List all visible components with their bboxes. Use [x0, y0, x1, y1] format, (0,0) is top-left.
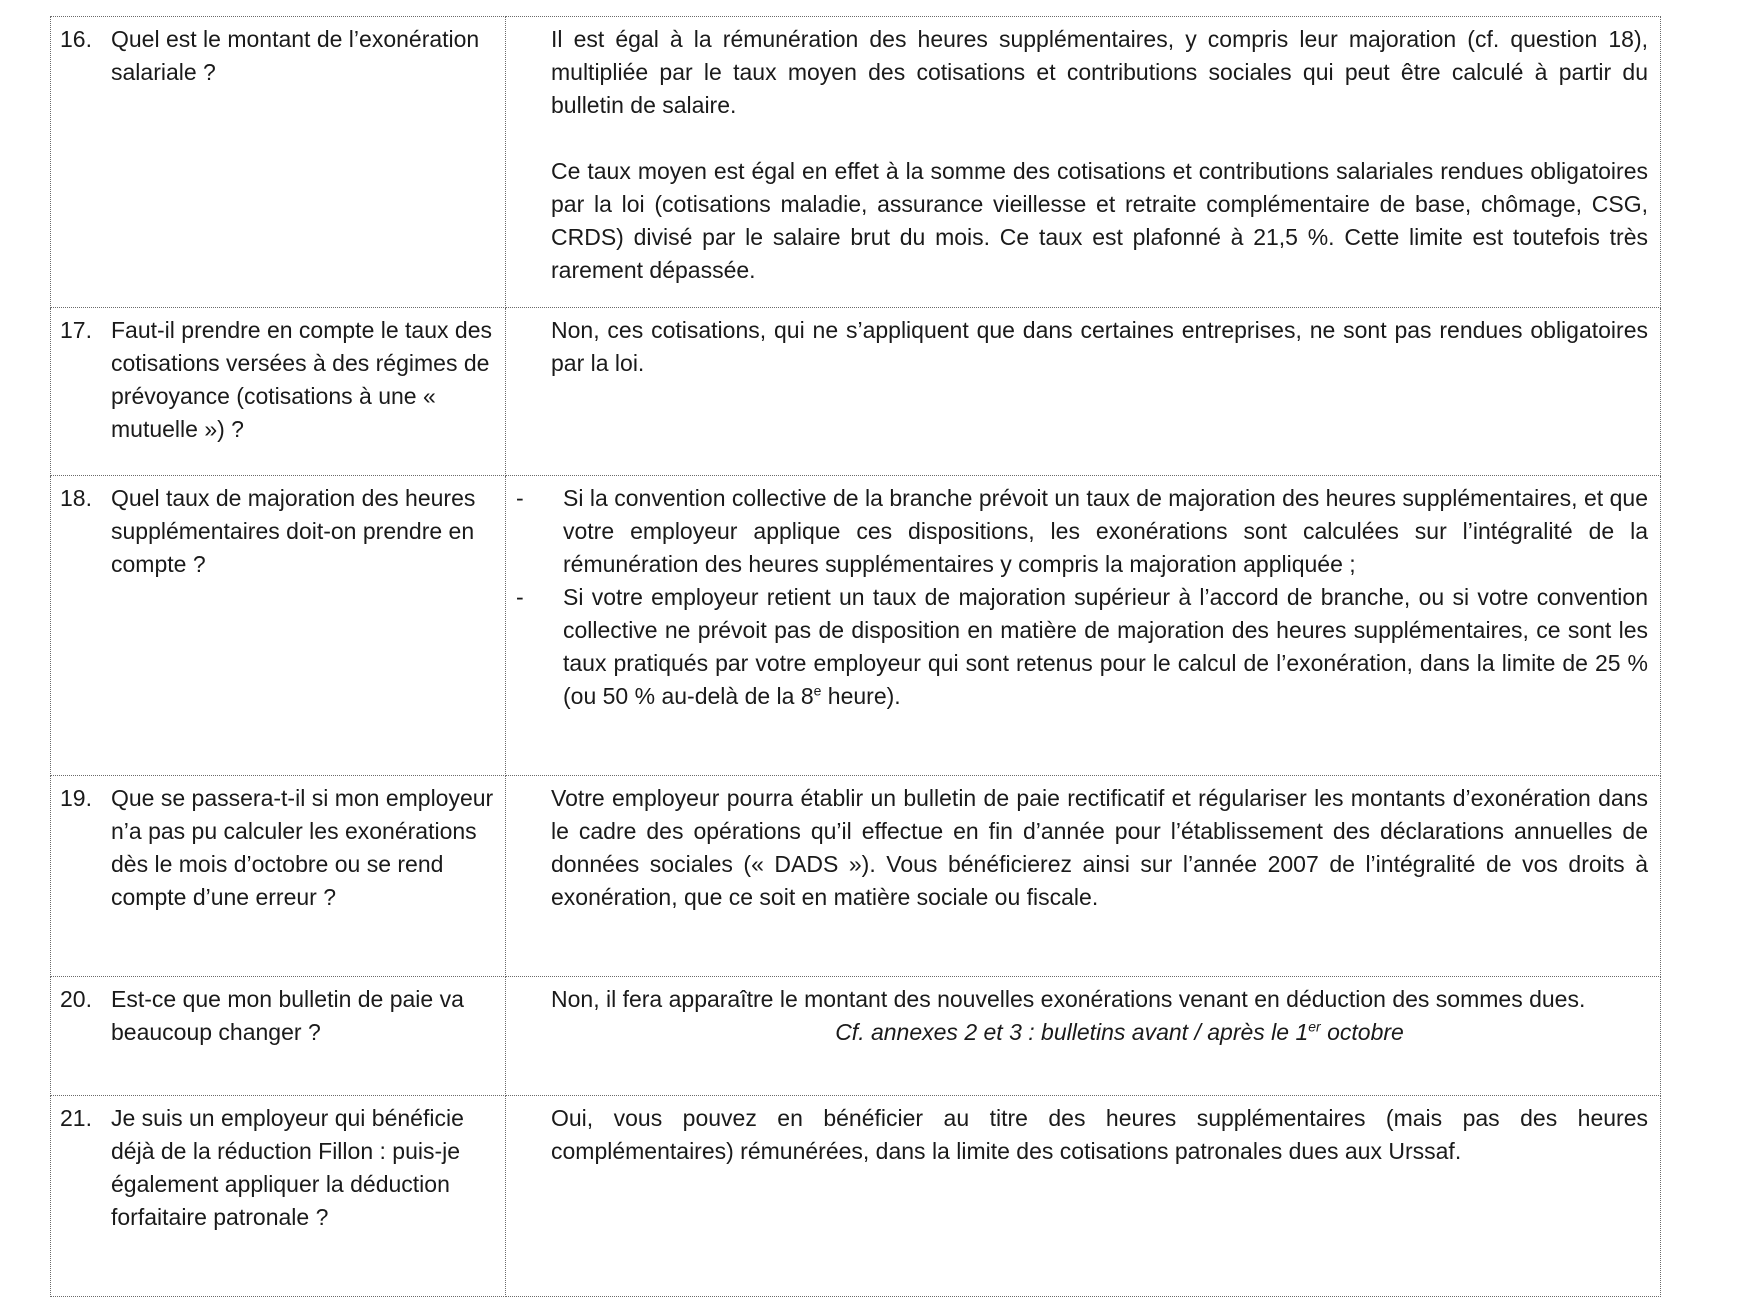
ordinal-suffix: er: [1308, 1018, 1321, 1035]
question-number: 21.: [60, 1105, 92, 1131]
answer-paragraph: Oui, vous pouvez en bénéficier au titre des heures supplémentaires (mais pas des heures complémentaires) rémunérées, dans la limite des cotisations patronales dues aux Urssaf.: [551, 1105, 1648, 1164]
answer-paragraph: Non, ces cotisations, qui ne s’appliquent que dans certaines entreprises, ne sont pas rendues obligatoires par la loi.: [551, 317, 1648, 376]
ordinal-suffix: e: [813, 682, 822, 699]
question-number: 16.: [60, 26, 92, 52]
annex-reference-note: [551, 1016, 1648, 1049]
faq-row-17: [51, 308, 1661, 476]
faq-row-19: [51, 776, 1661, 977]
answer-paragraph: Votre employeur pourra établir un bulletin de paie rectificatif et régulariser les montants d’exonération dans le cadre des opérations qu’il effectue en fin d’année pour l’établissement des déclarations annuelles de données sociales (« DADS »). Vous bénéficierez ainsi sur l’année 2007 de l’intégralité de vos droits à exonération, que ce soit en matière sociale ou fiscale.: [551, 785, 1648, 910]
question-text: Que se passera-t-il si mon employeur n’a pas pu calculer les exonérations dès le mois d’octobre ou se rend compte d’une erreur ?: [111, 785, 494, 910]
answer-cell: [506, 308, 1661, 476]
note-text-end: octobre: [1320, 1019, 1404, 1045]
bullet-text: Si votre employeur retient un taux de majoration supérieur à l’accord de branche, ou si votre convention collective ne prévoit pas de disposition en matière de majoration des heures supplémentaires, ce sont les taux pratiqués par votre employeur qui sont retenus pour le calcul de l’exonération, dans la limite de 25 % (ou 50 % au-delà de la 8: [563, 584, 1648, 709]
faq-row-16: [51, 17, 1661, 308]
answer-cell: [506, 977, 1661, 1096]
faq-row-18: [51, 476, 1661, 776]
answer-bullet: [518, 581, 1648, 713]
question-cell: [51, 308, 506, 476]
answer-paragraph: Non, il fera apparaître le montant des nouvelles exonérations venant en déduction des sommes dues.: [551, 986, 1586, 1012]
question-number: 18.: [60, 485, 92, 511]
question-text: Est-ce que mon bulletin de paie va beaucoup changer ?: [111, 986, 464, 1045]
answer-cell: [506, 776, 1661, 977]
question-cell: [51, 17, 506, 308]
faq-row-20: [51, 977, 1661, 1096]
question-number: 19.: [60, 785, 92, 811]
question-cell: [51, 476, 506, 776]
answer-paragraph: Ce taux moyen est égal en effet à la somme des cotisations et contributions salariales rendues obligatoires par la loi (cotisations maladie, assurance vieillesse et retraite complémentaire de base, chômage, CSG, CRDS) divisé par le salaire brut du mois. Ce taux est plafonné à 21,5 %. Cette limite est toutefois très rarement dépassée.: [551, 158, 1648, 283]
question-cell: [51, 776, 506, 977]
answer-cell: [506, 17, 1661, 308]
question-cell: [51, 1096, 506, 1297]
question-cell: [51, 977, 506, 1096]
answer-paragraph: Il est égal à la rémunération des heures supplémentaires, y compris leur majoration (cf. question 18), multipliée par le taux moyen des cotisations et contributions sociales qui peut être calculé à partir du bulletin de salaire.: [551, 26, 1648, 118]
faq-row-21: [51, 1096, 1661, 1297]
answer-bullet-list: [518, 482, 1648, 713]
note-text: Cf. annexes 2 et 3 : bulletins avant / après le 1: [835, 1019, 1309, 1045]
question-text: Quel taux de majoration des heures supplémentaires doit-on prendre en compte ?: [111, 485, 476, 577]
answer-cell: [506, 1096, 1661, 1297]
question-text: Quel est le montant de l’exonération salariale ?: [111, 26, 480, 85]
bullet-text-end: heure).: [821, 683, 901, 709]
answer-bullet: - Si la convention collective de la branche prévoit un taux de majoration des heures supplémentaires, et que votre employeur applique ces dispositions, les exonérations sont calculées sur l’intégralité de la rémunération des heures supplémentaires y compris la majoration appliquée ;: [518, 482, 1648, 581]
question-number: 17.: [60, 317, 92, 343]
question-text: Faut-il prendre en compte le taux des cotisations versées à des régimes de prévoyance (cotisations à une « mutuelle ») ?: [111, 317, 492, 442]
question-text: Je suis un employeur qui bénéficie déjà de la réduction Fillon : puis-je également appliquer la déduction forfaitaire patronale ?: [111, 1105, 464, 1230]
answer-cell: [506, 476, 1661, 776]
faq-table: [50, 16, 1661, 1297]
question-number: 20.: [60, 986, 92, 1012]
